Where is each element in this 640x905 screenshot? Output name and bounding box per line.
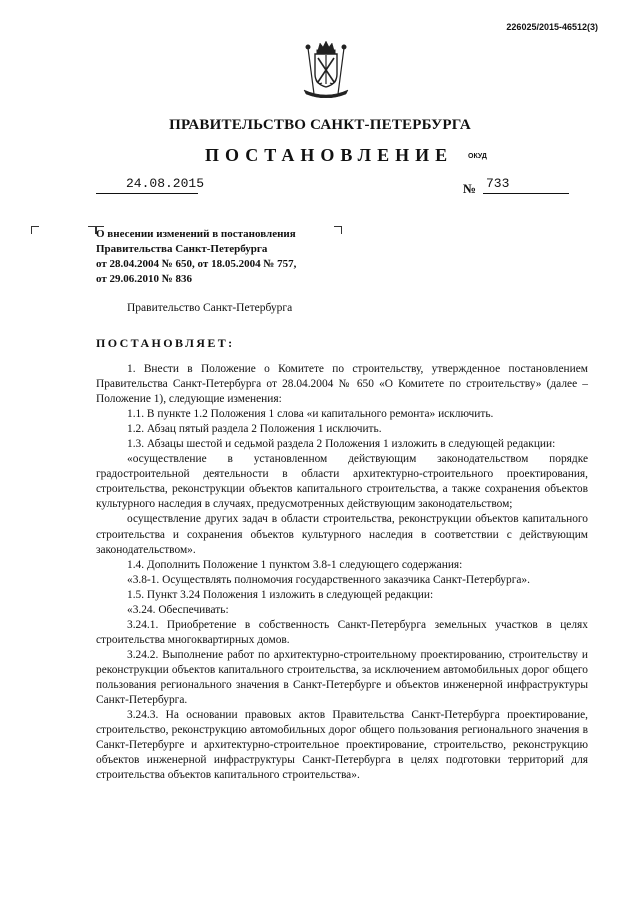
body-paragraph: 1.5. Пункт 3.24 Положения 1 изложить в следующей редакции: — [127, 588, 434, 601]
document-number: 733 — [486, 176, 510, 191]
body-paragraph: 1.1. В пункте 1.2 Положения 1 слова «и капитального ремонта» исключить. — [127, 408, 494, 421]
body-paragraph: 1.4. Дополнить Положение 1 пунктом 3.8-1 следующего содержания: — [127, 558, 463, 571]
subject-corner-mark — [88, 226, 96, 234]
body-paragraph: «3.8-1. Осуществлять полномочия государственного заказчика Санкт-Петербурга». — [127, 573, 530, 586]
date-underline — [96, 193, 198, 194]
subject-line: О внесении изменений в постановления — [96, 228, 296, 240]
number-label: № — [463, 181, 477, 196]
document-id: 226025/2015-46512(3) — [506, 22, 598, 32]
subject-line: Правительства Санкт-Петербурга — [96, 243, 268, 255]
decree-word: ПОСТАНОВЛЯЕТ: — [96, 336, 235, 350]
body-paragraph: 1.2. Абзац пятый раздела 2 Положения 1 исключить. — [127, 423, 382, 436]
body-paragraph: «3.24. Обеспечивать: — [127, 603, 229, 616]
body-paragraph: «осуществление в установленном действующим законодательством порядке градостроительной деятельности в области архитектурно-строительного проектирования, строительства, реконструкции объектов капитального строительства, а также сохранения объектов культурного наследия в случаях, предусмотренных действующим законодательством; — [96, 453, 588, 511]
document-subject — [96, 227, 346, 287]
subject-corner-mark — [31, 226, 39, 234]
body-paragraph: 3.24.3. На основании правовых актов Правительства Санкт-Петербурга проектирование, строительство, реконструкцию автомобильных дорог общего пользования регионального значения в Санкт-Петербурге и архитектурно-строительное проектирование, строительство, реконструкцию объектов инженерной инфраструктуры Санкт-Петербурга в целях подготовки территорий для строительства объектов капитального строительства». — [96, 709, 588, 782]
document-body — [96, 362, 588, 783]
subject-line: от 28.04.2004 № 650, от 18.05.2004 № 757, — [96, 258, 297, 270]
document-type-title: ПОСТАНОВЛЕНИЕ — [205, 145, 454, 165]
subject-line: от 29.06.2010 № 836 — [96, 273, 193, 285]
body-paragraph: 1. Внести в Положение о Комитете по строительству, утвержденное постановлением Правительства Санкт-Петербурга от 28.04.2004 № 650 «О Комитете по строительству» (далее – Положение 1), следующие изменения: — [96, 363, 588, 406]
coat-of-arms-icon — [300, 40, 352, 98]
body-paragraph: 1.3. Абзацы шестой и седьмой раздела 2 Положения 1 изложить в следующей редакции: — [127, 438, 556, 451]
government-title: ПРАВИТЕЛЬСТВО САНКТ-ПЕТЕРБУРГА — [169, 117, 471, 133]
body-paragraph: 3.24.1. Приобретение в собственность Санкт-Петербурга земельных участков в целях строительства многоквартирных домов. — [96, 618, 588, 646]
okud-label: ОКУД — [468, 153, 487, 160]
number-underline — [483, 193, 569, 194]
body-paragraph: осуществление других задач в области строительства, реконструкции объектов капитального строительства и сохранения объектов культурного наследия в соответствии с действующим законодательством». — [96, 513, 588, 556]
issuing-authority: Правительство Санкт-Петербурга — [127, 302, 293, 314]
document-date: 24.08.2015 — [126, 176, 205, 191]
body-paragraph: 3.24.2. Выполнение работ по архитектурно-строительному проектированию, строительству и реконструкции объектов капитального строительства, за исключением автомобильных дорог общего пользования регионального значения в Санкт-Петербурге и объектов инженерной инфраструктуры Санкт-Петербурга. — [96, 648, 588, 707]
